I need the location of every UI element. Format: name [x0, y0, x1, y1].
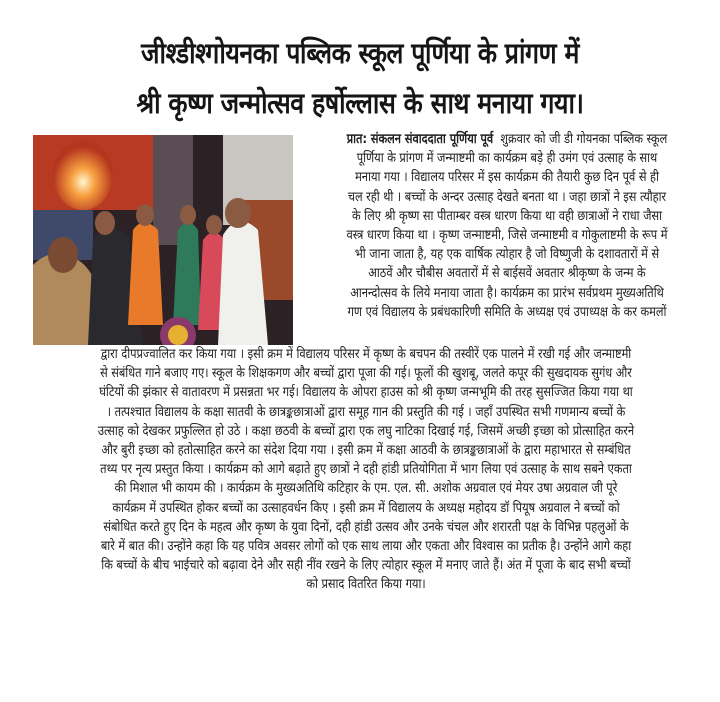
headline-line-1: जीश्डीश्गोयनका पब्लिक स्कूल पूर्णिया के प्रांगण में: [141, 36, 579, 70]
body-line: चल रही थी । बच्चों के अन्दर उत्साह देखते बनता था । जहा छात्रों ने इस त्यौहार: [347, 189, 667, 205]
body-line: भी जाना जाता है, यह एक वार्षिक त्योहार है जो विष्णुजी के दशावतारों में से: [354, 247, 660, 263]
body-line: घंटियों की झंकार से वातावरण में प्रसन्नता भर गई। विद्यालय के ओपरा हाउस को श्री कृष्ण जन्मभूमि की तरह सुसज्जित किया गया था: [99, 385, 633, 401]
body-line: और बुरी इच्छा को हतोत्साहित करने का संदेश दिया गया । इसी क्रम में कक्षा आठवी के छात्रङ्कछात्राओं के द्वारा महाभारत से सम्बंधित: [101, 443, 631, 459]
body-line: पूर्णिया के प्रांगण में जन्माष्टमी का कार्यक्रम बड़े ही उमंग एवं उत्साह के साथ: [356, 151, 658, 167]
body-line: से संबंधित गाने बजाए गए। स्कूल के शिक्षकगण और बच्चों द्वारा पूजा की गई। फूलों की खुशबू, जलते कपूर की सुखदायक सुगंध और: [100, 366, 632, 382]
body-line: मनाया गया । विद्यालय परिसर में इस कार्यक्रम की तैयारी कुछ दिन पूर्व से ही: [355, 170, 659, 186]
body-line: संबोधित करते हुए दिन के महत्व और कृष्ण के युवा दिनों, दही हांडी उत्सव और उनके चंचल और शरारती पक्ष के विभिन्न पहलुओं के: [103, 519, 629, 535]
body-line: वस्त्र धारण किया था । कृष्ण जन्माष्टमी, जिसे जन्माष्टमी व गोकुलाष्टमी के रूप में: [346, 228, 668, 244]
body-line: द्वारा दीपप्रज्वालित कर किया गया । इसी क्रम में विद्यालय परिसर में कृष्ण के बचपन की तस्वीरें एक पालने में रखी गई और जन्माष्टमी: [100, 347, 632, 362]
body-line: आठवें और चौबीस अवतारों में से बाईसवें अवतार श्रीकृष्ण के जन्म के: [368, 266, 646, 282]
byline: प्रात: संकलन संवाददाता पूर्णिया पूर्व: [346, 132, 494, 147]
headline-line-2: श्री कृष्ण जन्मोत्सव हर्षोल्लास के साथ मनाया गया।: [136, 86, 584, 120]
body-line: कि बच्चों के बीच भाईचारे को बढ़ावा देने और सही नींव रखने के लिए त्योहार स्कूल में मनाए जाते हैं। अंत में पूजा के बाद सभी बच्चों: [101, 558, 631, 574]
body-line: बारे में बात की। उन्होंने कहा कि यह पवित्र अवसर लोगों को एक साथ लाया और एकता और विश्वास का प्रतीक है। उन्होंने आगे कहा: [100, 539, 632, 555]
article-body-side-column: [297, 130, 717, 322]
article-headline: [50, 28, 669, 128]
article-body-full-column: [14, 345, 718, 595]
body-line: । तत्पश्चात विद्यालय के कक्षा सातवी के छात्रङ्कछात्राओं द्वारा समूह गान की प्रस्तुति की गई । जहाँ उपस्थित सभी गणमान्य बच्चों के: [106, 404, 626, 420]
body-line: के लिए श्री कृष्ण सा पीताम्बर वस्त्र धारण किया था वही छात्राओं ने राधा जैसा: [351, 208, 663, 224]
body-line: तथ्य पर नृत्य प्रस्तुत किया । कार्यक्रम को आगे बढ़ाते हुए छात्रों ने दही हांडी प्रतियोगिता में भाग लिया एवं उत्साह के साथ सबने एकता: [100, 462, 632, 478]
body-line: कार्यक्रम में उपस्थित होकर बच्चों का उत्साहवर्धन किए । इसी क्रम में विद्यालय के अध्यक्ष महोदय डॉ पियूष अग्रवाल ने बच्चों को: [112, 500, 620, 516]
body-line: की मिशाल भी कायम की । कार्यक्रम के मुख्यअतिथि कटिहार के एम. एल. सी. अशोक अग्रवाल एवं मेयर उषा अग्रवाल जी पूरे: [114, 481, 618, 497]
body-line: को प्रसाद वितरित किया गया।: [306, 577, 426, 593]
body-line: उत्साह को देखकर प्रफुल्लित हो उठे । कक्षा छठवी के बच्चों द्वारा एक लघु नाटिका दिखाई गई, जिसमें अच्छी इच्छा को प्रोत्साहित करने: [97, 423, 635, 439]
article-photo: [33, 135, 293, 345]
body-line: गण एवं विद्यालय के प्रबंधकारिणी समिति के अध्यक्ष एवं उपाध्यक्ष के कर कमलों: [347, 304, 667, 320]
body-line: प्रात: संकलन संवाददाता पूर्णिया पूर्व शुक्रवार को जी डी गोयनका पब्लिक स्कूल: [346, 132, 668, 147]
body-line: आनन्दोत्सव के लिये मनाया जाता है। कार्यक्रम का प्रारंभ सर्वप्रथम मुख्यअतिथि: [350, 285, 664, 301]
